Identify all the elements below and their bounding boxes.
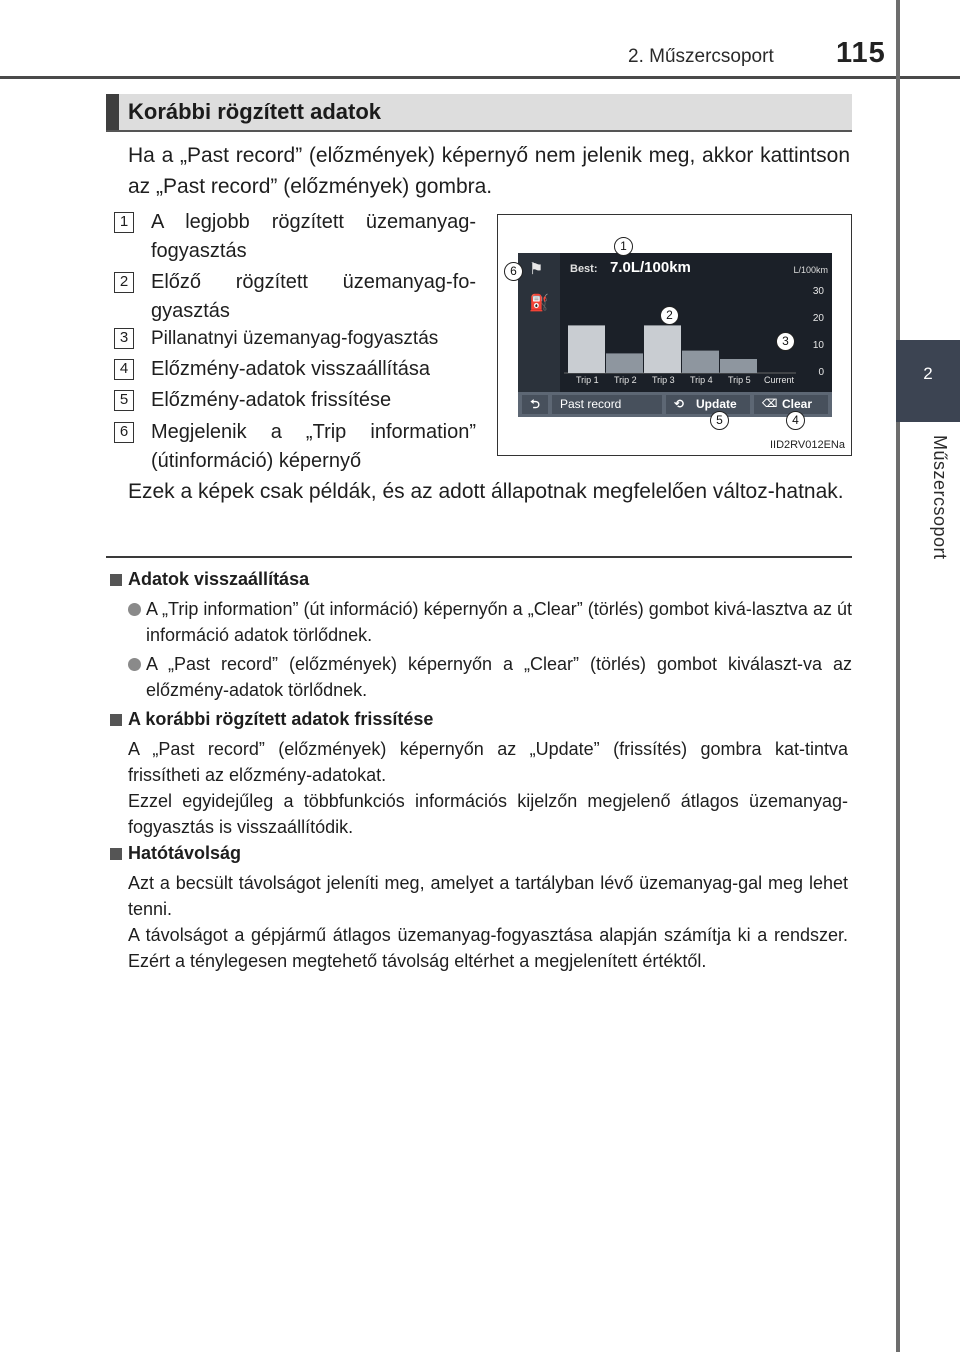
bullet-text: A „Past record” (előzmények) képernyőn a „Clear” (törlés) gombot kiválaszt-va az előzmény-adatok törlődnek. <box>146 654 852 700</box>
chapter-tab-label: Műszercsoport <box>930 435 950 560</box>
subheading-reset: Adatok visszaállítása <box>128 569 310 589</box>
list-item: Pillanatnyi üzemanyag-fogyasztás <box>151 328 439 349</box>
body-paragraph: Ezzel egyidejűleg a többfunkciós információs kijelzőn megjelenő átlagos üzemanyag-fogyasztás is visszaállítódik. <box>128 791 848 837</box>
unit-label: L/100km <box>793 265 828 275</box>
square-bullet-icon <box>110 574 122 586</box>
past-record-button[interactable]: Past record <box>552 395 662 414</box>
callout-4: 4 <box>786 411 805 430</box>
body-paragraph: A távolságot a gépjármű átlagos üzemanyag-fogyasztása alapján számítja ki a rendszer. Ezért a ténylegesen megtehető távolság eltérhet a megjelenített értéktől. <box>128 925 848 971</box>
y-tick-label: 0 <box>818 367 824 378</box>
body-text <box>128 870 848 974</box>
item-number: 4 <box>114 359 134 380</box>
trip-label: Current <box>764 375 795 385</box>
y-tick-label: 20 <box>812 313 824 324</box>
subheading-range: Hatótávolság <box>128 843 242 863</box>
body-text <box>128 736 848 840</box>
list-item: A legjobb rögzített üzemanyag-fogyasztás <box>151 211 476 262</box>
bar-trip-4 <box>682 351 719 373</box>
item-number: 2 <box>114 272 134 293</box>
body-paragraph: Azt a becsült távolságot jeleníti meg, amelyet a tartályban lévő üzemanyag-gal meg lehet tenni. <box>128 873 848 919</box>
y-tick-label: 10 <box>812 340 824 351</box>
dot-bullet-icon <box>128 603 141 616</box>
list-item: Előzmény-adatok visszaállítása <box>151 358 431 380</box>
back-button[interactable]: ⮌ <box>522 395 548 414</box>
section-title-underline <box>106 130 852 132</box>
subheading-update: A korábbi rögzített adatok frissítése <box>128 709 434 729</box>
list-item: Megjelenik a „Trip information” (útinformáció) képernyő <box>151 421 476 472</box>
callout-6: 6 <box>504 262 523 281</box>
intro-paragraph: Ha a „Past record” (előzmények) képernyő nem jelenik meg, akkor kattintson az „Past record” (előzmények) gombra. <box>128 144 850 198</box>
checkered-flag-icon: ⚑ <box>529 261 544 278</box>
dot-bullet-icon <box>128 658 141 671</box>
trip-label: Trip 4 <box>690 375 713 385</box>
trip-label: Trip 3 <box>652 375 675 385</box>
best-value: 7.0L/100km <box>610 259 691 276</box>
best-label: Best: <box>570 263 598 275</box>
list-item: Előző rögzített üzemanyag-fo-gyasztás <box>151 271 476 322</box>
page-number: 115 <box>836 37 886 69</box>
screen-illustration <box>497 214 852 456</box>
body-paragraph: A „Past record” (előzmények) képernyőn az „Update” (frissítés) gombra kat-tintva frissítheti az előzmény-adatokat. <box>128 739 848 785</box>
bar-trip-1 <box>568 325 605 373</box>
item-number: 1 <box>114 212 134 233</box>
callout-5: 5 <box>710 411 729 430</box>
refresh-icon: ⟲ <box>674 397 685 411</box>
chapter-tab-number: 2 <box>923 364 933 383</box>
fuel-pump-icon: ⛽ <box>529 295 549 312</box>
y-tick-label: 30 <box>812 286 824 297</box>
consumption-bar-chart <box>560 279 800 375</box>
square-bullet-icon <box>110 714 122 726</box>
trip-label: Trip 1 <box>576 375 599 385</box>
running-header-section: 2. Műszercsoport <box>628 46 774 67</box>
section-divider <box>106 556 852 558</box>
side-thumb-bar <box>896 0 900 1352</box>
bar-trip-2 <box>606 353 643 373</box>
screen-side-panel <box>518 253 560 393</box>
update-button[interactable] <box>666 395 750 414</box>
callout-1: 1 <box>614 237 633 256</box>
square-bullet-icon <box>110 848 122 860</box>
trip-label: Trip 5 <box>728 375 751 385</box>
figure-code: IID2RV012ENa <box>769 439 845 451</box>
update-button-label: Update <box>696 397 737 411</box>
bullet-text: A „Trip information” (út információ) képernyőn a „Clear” (törlés) gombot kivá-lasztva az út információ adatok törlődnek. <box>146 599 852 645</box>
eraser-icon: ⌫ <box>762 398 778 410</box>
section-title: Korábbi rögzített adatok <box>128 99 382 124</box>
callout-2: 2 <box>660 306 679 325</box>
item-number: 6 <box>114 422 134 443</box>
header-rule <box>0 76 960 79</box>
outro-paragraph: Ezek a képek csak példák, és az adott állapotnak megfelelően változ-hatnak. <box>128 480 844 503</box>
callout-3: 3 <box>776 332 795 351</box>
item-number: 3 <box>114 328 134 349</box>
list-item: Előzmény-adatok frissítése <box>151 389 392 411</box>
trip-label: Trip 2 <box>614 375 637 385</box>
item-number: 5 <box>114 390 134 411</box>
bar-trip-3 <box>644 325 681 373</box>
section-title-accent <box>106 94 119 130</box>
bar-trip-5 <box>720 359 757 373</box>
clear-button-label: Clear <box>782 397 813 411</box>
